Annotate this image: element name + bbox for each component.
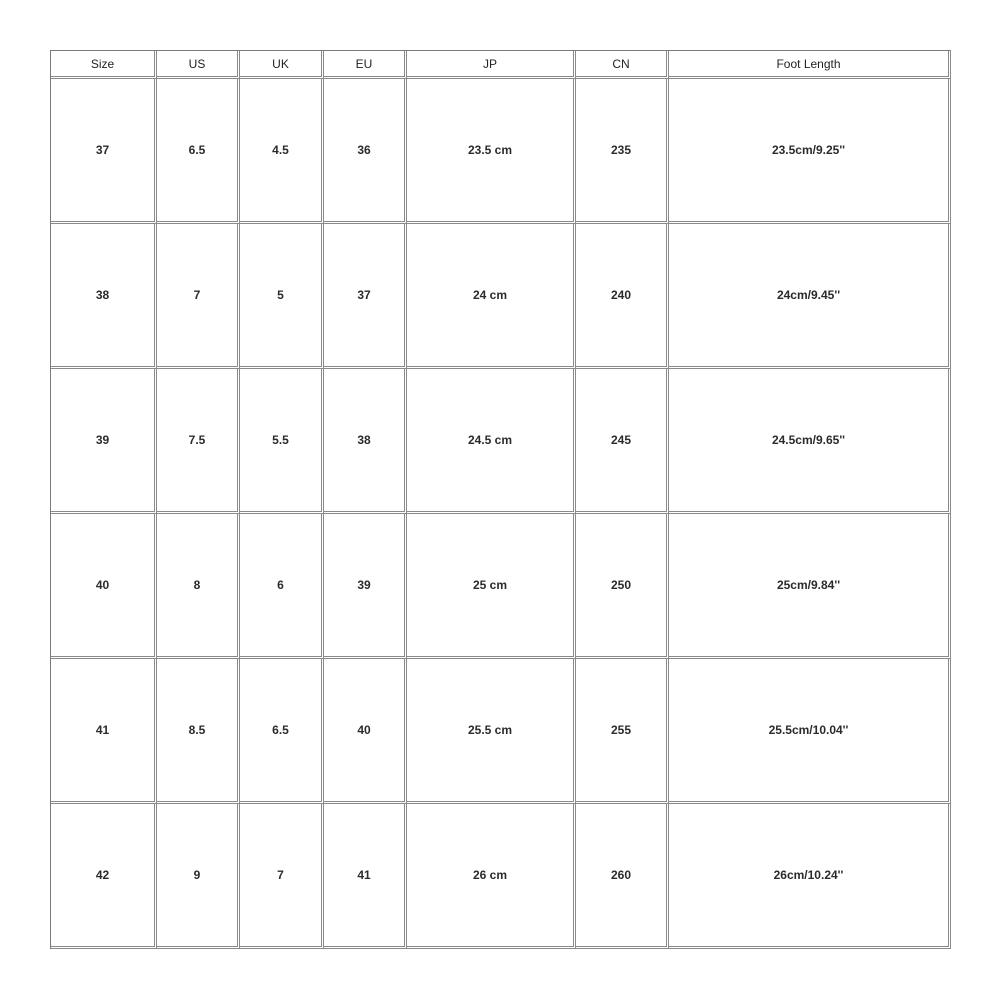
cell-foot-length: 25cm/9.84'' <box>669 514 951 659</box>
header-us: US <box>157 51 240 79</box>
cell-us: 7.5 <box>157 369 240 514</box>
cell-size: 37 <box>51 79 157 224</box>
cell-uk: 5.5 <box>240 369 324 514</box>
cell-eu: 38 <box>324 369 407 514</box>
cell-eu: 39 <box>324 514 407 659</box>
cell-cn: 240 <box>576 224 669 369</box>
cell-us: 8 <box>157 514 240 659</box>
cell-jp: 25 cm <box>407 514 576 659</box>
cell-cn: 250 <box>576 514 669 659</box>
cell-uk: 5 <box>240 224 324 369</box>
table-row <box>51 659 951 804</box>
cell-size: 42 <box>51 804 157 949</box>
cell-us: 9 <box>157 804 240 949</box>
cell-foot-length: 24cm/9.45'' <box>669 224 951 369</box>
cell-eu: 36 <box>324 79 407 224</box>
cell-us: 6.5 <box>157 79 240 224</box>
cell-cn: 255 <box>576 659 669 804</box>
header-foot-length: Foot Length <box>669 51 951 79</box>
header-size: Size <box>51 51 157 79</box>
table-row <box>51 224 951 369</box>
cell-size: 38 <box>51 224 157 369</box>
cell-cn: 235 <box>576 79 669 224</box>
size-chart-table <box>50 50 951 949</box>
cell-foot-length: 24.5cm/9.65'' <box>669 369 951 514</box>
header-eu: EU <box>324 51 407 79</box>
cell-uk: 6.5 <box>240 659 324 804</box>
cell-jp: 26 cm <box>407 804 576 949</box>
cell-cn: 245 <box>576 369 669 514</box>
cell-uk: 4.5 <box>240 79 324 224</box>
cell-jp: 25.5 cm <box>407 659 576 804</box>
cell-eu: 40 <box>324 659 407 804</box>
cell-jp: 23.5 cm <box>407 79 576 224</box>
table-row <box>51 514 951 659</box>
cell-us: 8.5 <box>157 659 240 804</box>
cell-eu: 37 <box>324 224 407 369</box>
cell-uk: 6 <box>240 514 324 659</box>
cell-size: 40 <box>51 514 157 659</box>
table-row <box>51 804 951 949</box>
cell-eu: 41 <box>324 804 407 949</box>
cell-size: 41 <box>51 659 157 804</box>
cell-cn: 260 <box>576 804 669 949</box>
cell-foot-length: 23.5cm/9.25'' <box>669 79 951 224</box>
header-uk: UK <box>240 51 324 79</box>
table-row <box>51 79 951 224</box>
cell-foot-length: 26cm/10.24'' <box>669 804 951 949</box>
cell-jp: 24.5 cm <box>407 369 576 514</box>
cell-jp: 24 cm <box>407 224 576 369</box>
cell-uk: 7 <box>240 804 324 949</box>
table-row <box>51 369 951 514</box>
header-cn: CN <box>576 51 669 79</box>
header-jp: JP <box>407 51 576 79</box>
cell-size: 39 <box>51 369 157 514</box>
cell-foot-length: 25.5cm/10.04'' <box>669 659 951 804</box>
cell-us: 7 <box>157 224 240 369</box>
header-row <box>51 51 951 79</box>
